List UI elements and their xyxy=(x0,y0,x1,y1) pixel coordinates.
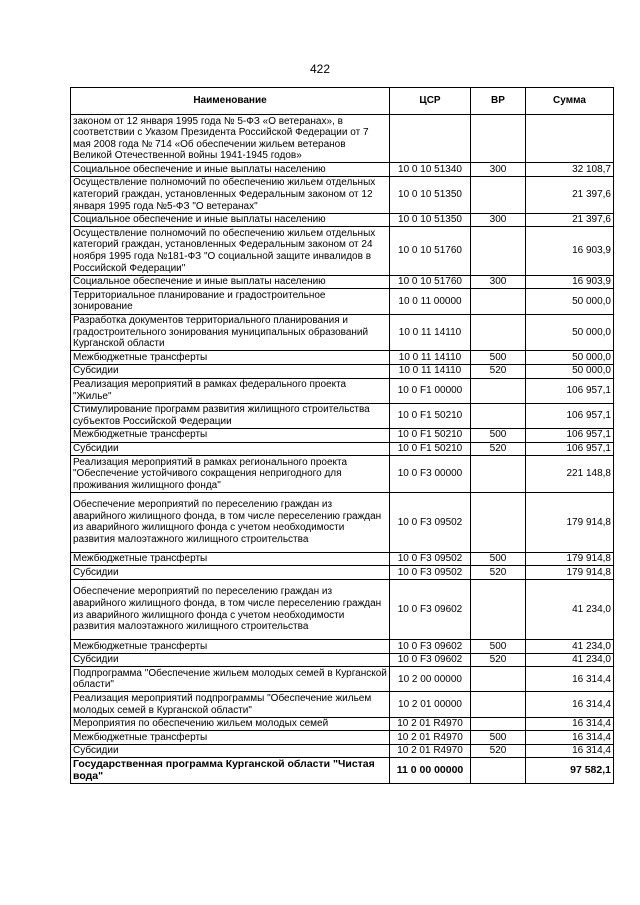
row-sum: 179 914,8 xyxy=(526,492,614,552)
table-row xyxy=(71,428,614,442)
table-row xyxy=(71,115,614,163)
table-row xyxy=(71,378,614,403)
row-sum: 21 397,6 xyxy=(526,213,614,227)
table-row xyxy=(71,456,614,493)
row-name: Субсидии xyxy=(71,653,390,667)
row-name: законом от 12 января 1995 года № 5-ФЗ «О ветеранах», в соответствии с Указом Президента Российской Федерации от 7 мая 2008 года № 714 «Об обеспечении жильем ветеранов Великой Отечественной войны 1941-1945 годов» xyxy=(71,115,390,163)
row-vr xyxy=(471,456,526,493)
row-sum: 16 314,4 xyxy=(526,692,614,717)
row-csr: 10 0 F1 00000 xyxy=(390,378,471,403)
table-row xyxy=(71,744,614,758)
row-vr: 500 xyxy=(471,351,526,365)
row-vr xyxy=(471,115,526,163)
table-row xyxy=(71,213,614,227)
row-sum: 97 582,1 xyxy=(526,758,614,783)
budget-table xyxy=(70,87,614,784)
row-name: Межбюджетные трансферты xyxy=(71,428,390,442)
row-name: Реализация мероприятий в рамках федерального проекта "Жилье" xyxy=(71,378,390,403)
row-name: Межбюджетные трансферты xyxy=(71,351,390,365)
row-vr: 300 xyxy=(471,213,526,227)
row-csr: 10 2 01 R4970 xyxy=(390,744,471,758)
row-vr xyxy=(471,758,526,783)
table-header-row xyxy=(71,88,614,115)
row-sum: 50 000,0 xyxy=(526,314,614,351)
row-csr: 10 0 11 14110 xyxy=(390,364,471,378)
row-csr: 10 2 01 R4970 xyxy=(390,717,471,731)
table-row xyxy=(71,176,614,213)
row-sum: 16 314,4 xyxy=(526,731,614,745)
row-sum: 179 914,8 xyxy=(526,552,614,566)
row-name: Субсидии xyxy=(71,364,390,378)
row-sum: 21 397,6 xyxy=(526,176,614,213)
table-row xyxy=(71,227,614,275)
row-vr: 500 xyxy=(471,731,526,745)
table-body xyxy=(71,115,614,784)
table-row xyxy=(71,692,614,717)
row-name: Социальное обеспечение и иные выплаты населению xyxy=(71,275,390,289)
row-sum: 50 000,0 xyxy=(526,351,614,365)
row-name: Осуществление полномочий по обеспечению жильем отдельных категорий граждан, установленных Федеральным законом от 12 января 1995 года №5-ФЗ "О ветеранах" xyxy=(71,176,390,213)
table-row xyxy=(71,351,614,365)
row-csr: 10 0 F3 09602 xyxy=(390,653,471,667)
row-csr: 10 0 F3 00000 xyxy=(390,456,471,493)
row-csr: 10 0 F3 09502 xyxy=(390,566,471,580)
row-vr xyxy=(471,378,526,403)
row-sum: 16 314,4 xyxy=(526,744,614,758)
row-csr: 10 0 10 51350 xyxy=(390,213,471,227)
row-csr: 10 2 01 00000 xyxy=(390,692,471,717)
row-name: Межбюджетные трансферты xyxy=(71,731,390,745)
row-csr: 11 0 00 00000 xyxy=(390,758,471,783)
row-csr: 10 0 10 51760 xyxy=(390,227,471,275)
row-vr xyxy=(471,314,526,351)
row-name: Обеспечение мероприятий по переселению граждан из аварийного жилищного фонда, в том числе переселению граждан из аварийного жилищного фонда с учетом необходимости развития малоэтажного жилищного строительства xyxy=(71,492,390,552)
row-vr: 520 xyxy=(471,653,526,667)
row-sum: 106 957,1 xyxy=(526,378,614,403)
table-row xyxy=(71,314,614,351)
row-name: Социальное обеспечение и иные выплаты населению xyxy=(71,163,390,177)
row-name: Реализация мероприятий в рамках регионального проекта "Обеспечение устойчивого сокращения непригодного для проживания жилищного фонда" xyxy=(71,456,390,493)
row-name: Субсидии xyxy=(71,566,390,580)
row-vr: 520 xyxy=(471,364,526,378)
header-name: Наименование xyxy=(71,88,390,115)
table-row xyxy=(71,289,614,314)
row-vr: 500 xyxy=(471,640,526,654)
header-sum: Сумма xyxy=(526,88,614,115)
row-csr: 10 0 F1 50210 xyxy=(390,442,471,456)
row-csr: 10 0 F3 09502 xyxy=(390,492,471,552)
row-sum: 41 234,0 xyxy=(526,653,614,667)
row-name: Государственная программа Курганской области "Чистая вода" xyxy=(71,758,390,783)
table-row xyxy=(71,364,614,378)
table-row xyxy=(71,667,614,692)
row-csr: 10 0 F3 09502 xyxy=(390,552,471,566)
row-vr xyxy=(471,289,526,314)
row-csr: 10 0 11 00000 xyxy=(390,289,471,314)
row-vr: 520 xyxy=(471,744,526,758)
row-name: Субсидии xyxy=(71,744,390,758)
row-sum: 50 000,0 xyxy=(526,364,614,378)
row-sum: 179 914,8 xyxy=(526,566,614,580)
row-csr: 10 0 10 51340 xyxy=(390,163,471,177)
row-name: Разработка документов территориального планирования и градостроительного зонирования муниципальных образований Курганской области xyxy=(71,314,390,351)
row-name: Субсидии xyxy=(71,442,390,456)
row-vr xyxy=(471,227,526,275)
row-name: Обеспечение мероприятий по переселению граждан из аварийного жилищного фонда, в том числе переселению граждан из аварийного жилищного фонда с учетом необходимости развития малоэтажного жилищного строительства xyxy=(71,580,390,640)
row-name: Мероприятия по обеспечению жильем молодых семей xyxy=(71,717,390,731)
table-row xyxy=(71,640,614,654)
row-vr: 300 xyxy=(471,275,526,289)
row-vr xyxy=(471,580,526,640)
row-name: Социальное обеспечение и иные выплаты населению xyxy=(71,213,390,227)
row-vr: 500 xyxy=(471,552,526,566)
table-row xyxy=(71,275,614,289)
header-vr: ВР xyxy=(471,88,526,115)
row-name: Межбюджетные трансферты xyxy=(71,640,390,654)
row-sum: 106 957,1 xyxy=(526,428,614,442)
table-row xyxy=(71,163,614,177)
table-row xyxy=(71,403,614,428)
row-sum: 32 108,7 xyxy=(526,163,614,177)
row-sum: 106 957,1 xyxy=(526,403,614,428)
row-csr: 10 0 11 14110 xyxy=(390,351,471,365)
row-sum: 41 234,0 xyxy=(526,640,614,654)
row-vr: 300 xyxy=(471,163,526,177)
row-csr: 10 2 00 00000 xyxy=(390,667,471,692)
table-row xyxy=(71,492,614,552)
row-sum xyxy=(526,115,614,163)
row-vr xyxy=(471,176,526,213)
table-row xyxy=(71,580,614,640)
row-name: Территориальное планирование и градостроительное зонирование xyxy=(71,289,390,314)
row-sum: 16 903,9 xyxy=(526,275,614,289)
row-vr xyxy=(471,692,526,717)
page-number: 422 xyxy=(309,62,331,76)
row-sum: 106 957,1 xyxy=(526,442,614,456)
table-row xyxy=(71,758,614,783)
row-vr: 520 xyxy=(471,566,526,580)
header-csr: ЦСР xyxy=(390,88,471,115)
row-sum: 16 314,4 xyxy=(526,717,614,731)
row-sum: 41 234,0 xyxy=(526,580,614,640)
row-csr: 10 0 11 14110 xyxy=(390,314,471,351)
row-csr: 10 0 F3 09602 xyxy=(390,640,471,654)
table-row xyxy=(71,552,614,566)
row-vr: 500 xyxy=(471,428,526,442)
row-csr xyxy=(390,115,471,163)
row-vr: 520 xyxy=(471,442,526,456)
table-row xyxy=(71,566,614,580)
row-name: Реализация мероприятий подпрограммы "Обеспечение жильем молодых семей в Курганской области" xyxy=(71,692,390,717)
row-vr xyxy=(471,717,526,731)
row-sum: 16 314,4 xyxy=(526,667,614,692)
table-row xyxy=(71,717,614,731)
row-sum: 221 148,8 xyxy=(526,456,614,493)
row-csr: 10 0 10 51760 xyxy=(390,275,471,289)
table-row xyxy=(71,653,614,667)
row-csr: 10 2 01 R4970 xyxy=(390,731,471,745)
row-vr xyxy=(471,403,526,428)
row-name: Осуществление полномочий по обеспечению жильем отдельных категорий граждан, установленных Федеральным законом от 24 ноября 1995 года №181-ФЗ "О социальной защите инвалидов в Российской Федерации" xyxy=(71,227,390,275)
row-name: Межбюджетные трансферты xyxy=(71,552,390,566)
row-csr: 10 0 F1 50210 xyxy=(390,428,471,442)
row-name: Стимулирование программ развития жилищного строительства субъектов Российской Федерации xyxy=(71,403,390,428)
row-name: Подпрограмма "Обеспечение жильем молодых семей в Курганской области" xyxy=(71,667,390,692)
row-sum: 50 000,0 xyxy=(526,289,614,314)
table-row xyxy=(71,731,614,745)
row-csr: 10 0 F3 09602 xyxy=(390,580,471,640)
row-vr xyxy=(471,492,526,552)
row-csr: 10 0 10 51350 xyxy=(390,176,471,213)
row-csr: 10 0 F1 50210 xyxy=(390,403,471,428)
row-vr xyxy=(471,667,526,692)
row-sum: 16 903,9 xyxy=(526,227,614,275)
table-row xyxy=(71,442,614,456)
